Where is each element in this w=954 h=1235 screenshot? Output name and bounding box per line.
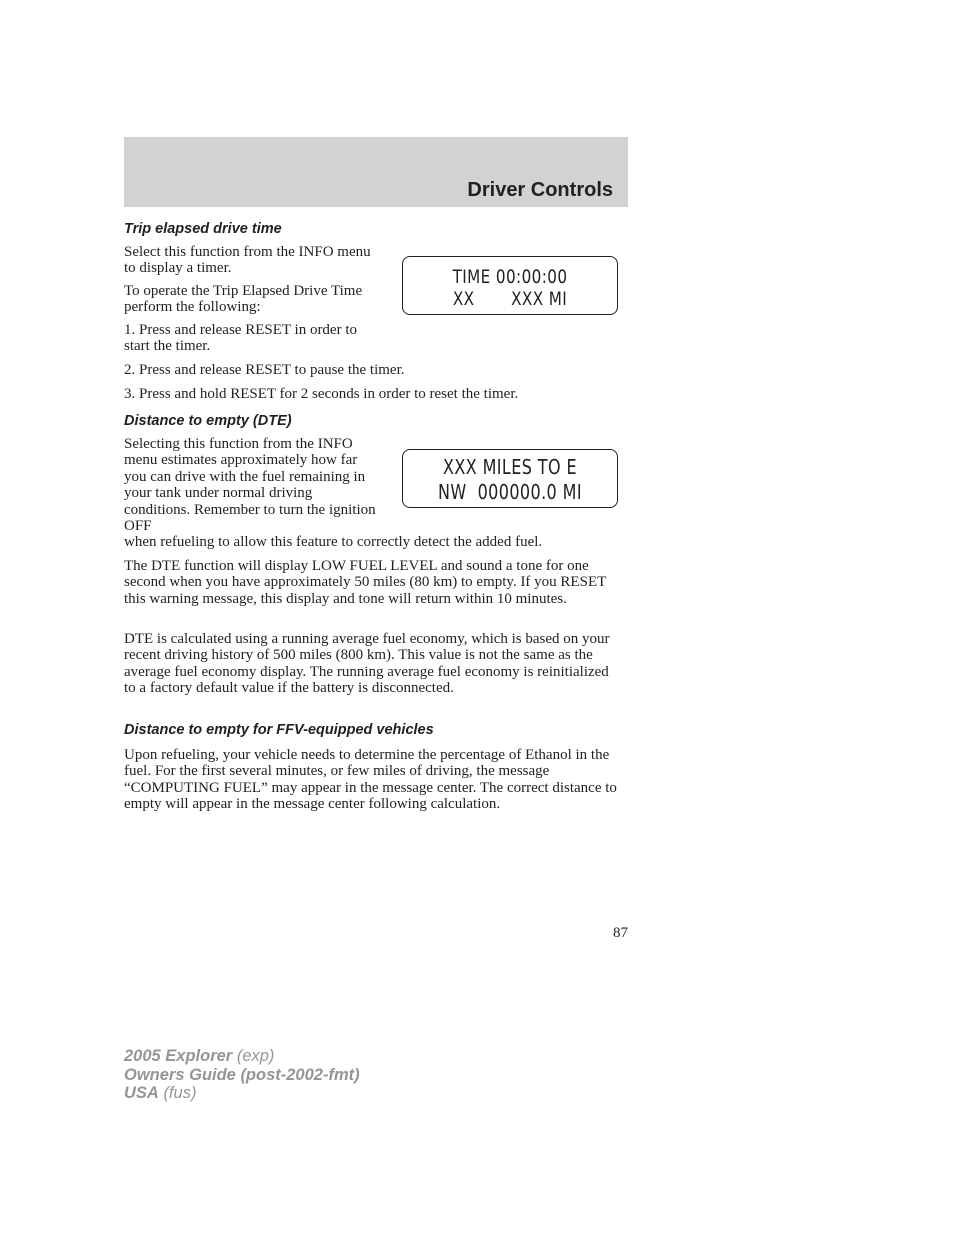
step-3: 3. Press and hold RESET for 2 seconds in order to reset the timer. [124,386,519,402]
section-header-bar [124,137,628,207]
paragraph-ffv-refueling: Upon refueling, your vehicle needs to determine the percentage of Ethanol in the fuel. For the first several minutes, or few miles of driving, the message “COMPUTING FUEL” may appear in the message center. The correct distance to empty will appear in the message center following calculation. [124,747,617,813]
dte-display-illustration [402,449,618,508]
footer-model-code: (exp) [236,1047,275,1065]
timer-display-line-2: XX XXX MI [452,288,568,310]
step-1: 1. Press and release RESET in order to start the timer. [124,322,358,355]
footer-market-code: (fus) [163,1084,197,1102]
step-2: 2. Press and release RESET to pause the timer. [124,362,405,378]
paragraph-dte-calculation: DTE is calculated using a running average fuel economy, which is based on your recent driving history of 500 miles (800 km). This value is not the same as the average fuel economy display. The running average fuel economy is reinitialized to a factory default value if the battery is disconnected. [124,631,610,697]
dte-display-line-1: XXX MILES TO E [443,455,577,479]
footer-model: 2005 Explorer [124,1047,233,1065]
section-title: Driver Controls [467,179,613,201]
footer-line-1 [124,1047,360,1066]
timer-display-line-1: TIME 00:00:00 [452,266,568,288]
heading-trip-elapsed-drive-time: Trip elapsed drive time [124,221,282,237]
footer-guide: Owners Guide (post-2002-fmt) [124,1065,360,1084]
paragraph-dte-description: Selecting this function from the INFO menu estimates approximately how far you can drive with the fuel remaining in your tank under normal driving conditions. Remember to turn the ignition OFF [124,436,376,535]
heading-dte-ffv: Distance to empty for FFV-equipped vehicles [124,722,434,738]
footer-line-3 [124,1084,360,1103]
footer-line-2 [124,1066,360,1085]
heading-distance-to-empty: Distance to empty (DTE) [124,413,292,429]
paragraph-low-fuel-level: The DTE function will display LOW FUEL LEVEL and sound a tone for one second when you have approximately 50 miles (80 km) to empty. If you RESET this warning message, this display and tone will return within 10 minutes. [124,558,606,607]
paragraph-select-function: Select this function from the INFO menu to display a timer. [124,244,371,277]
document-footer [124,1047,360,1103]
paragraph-dte-description-cont: when refueling to allow this feature to correctly detect the added fuel. [124,534,543,550]
timer-display-illustration [402,256,618,315]
footer-market: USA [124,1084,159,1102]
paragraph-operate-timer: To operate the Trip Elapsed Drive Time perform the following: [124,283,363,316]
page-number: 87 [613,925,628,941]
dte-display-line-2: NW 000000.0 MI [438,480,582,504]
